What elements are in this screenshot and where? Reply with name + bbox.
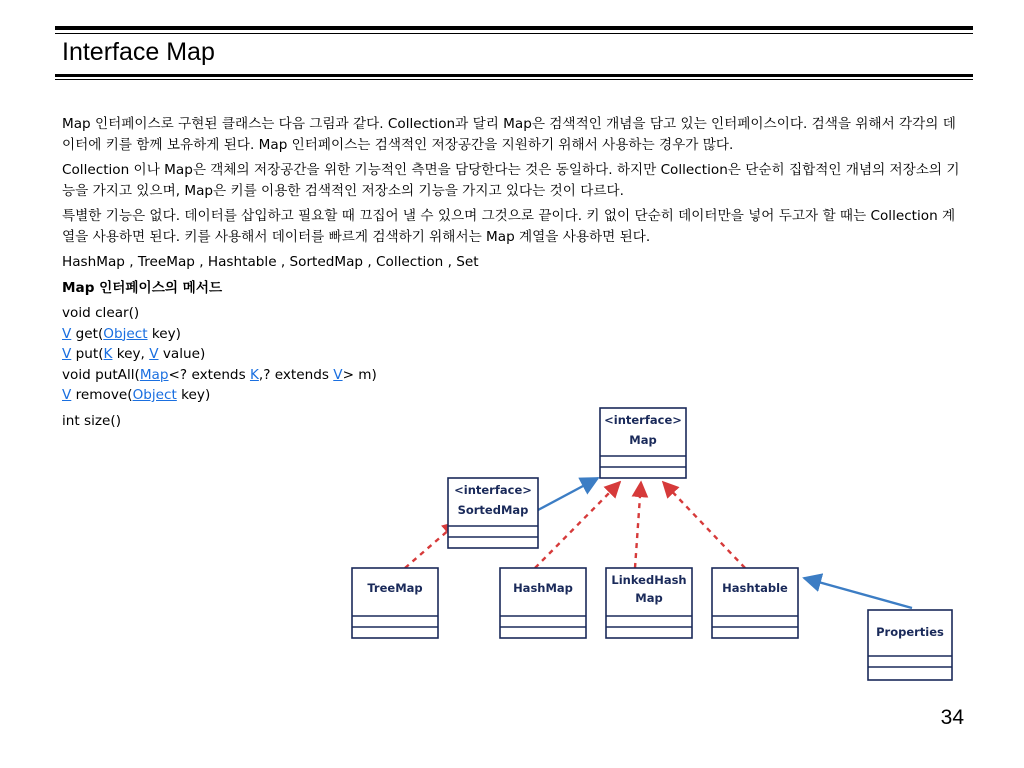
- map-class-diagram: [350, 406, 954, 682]
- methods-heading: Map 인터페이스의 메서드: [62, 279, 223, 296]
- type-link-k[interactable]: K: [249, 366, 259, 383]
- type-link-v[interactable]: V: [62, 346, 72, 362]
- type-link-k[interactable]: K: [103, 346, 113, 362]
- class-box-properties: [868, 610, 952, 680]
- linkedhashmap-class-name-line1: LinkedHash: [611, 573, 687, 587]
- top-rule-thin: [55, 33, 973, 34]
- arrow-hashtable-to-map: [663, 482, 745, 568]
- page-number: 34: [940, 706, 964, 729]
- map-class-name: Map: [629, 433, 657, 447]
- type-link-v[interactable]: V: [333, 366, 343, 383]
- method-put: V put(K key, V value): [62, 346, 206, 362]
- arrow-linkedhashmap-to-map: [635, 482, 641, 568]
- paragraph-intro: Map 인터페이스로 구현된 클래스는 다음 그림과 같다. Collection과 달리 Map은 검색적인 개념을 담고 있는 인터페이스이다. 검색을 위해서 각각의 데이터에 키를 함께 보유하게 된다. Map 인터페이스는 검색적인 저장공간을 지원하기 위해서 사용하는 경우가 많다.: [62, 116, 956, 153]
- title-rule-thick: [55, 74, 973, 77]
- slide-body: [62, 114, 960, 431]
- type-link-map[interactable]: Map: [139, 366, 169, 383]
- properties-class-name: Properties: [876, 625, 944, 639]
- type-link-v[interactable]: V: [62, 387, 72, 403]
- slide-title: Interface Map: [62, 38, 215, 66]
- method-size: int size(): [62, 412, 122, 429]
- top-rule-thick: [55, 26, 973, 30]
- hashmap-class-name: HashMap: [513, 581, 573, 595]
- map-stereotype: <interface>: [604, 413, 682, 427]
- type-link-object[interactable]: Object: [132, 387, 177, 403]
- paragraph-compare: Collection 이나 Map은 객체의 저장공간을 위한 기능적인 측면을 담당한다는 것은 동일하다. 하지만 Collection은 단순히 집합적인 개념의 저장소의 기능을 가지고 있으며, Map은 키를 이용한 검색적인 저장소의 기능을 가지고 있다는 것이 다르다.: [62, 162, 960, 199]
- sortedmap-class-name: SortedMap: [457, 503, 529, 517]
- paragraph-class-list: HashMap , TreeMap , Hashtable , SortedMap , Collection , Set: [62, 254, 479, 270]
- linkedhashmap-class-name-line2: Map: [635, 591, 663, 605]
- treemap-class-name: TreeMap: [367, 581, 423, 595]
- type-link-object[interactable]: Object: [103, 325, 148, 342]
- arrow-hashmap-to-map: [535, 482, 620, 568]
- class-box-hashmap: [500, 568, 586, 638]
- method-get: V get(Object key): [62, 325, 181, 342]
- arrow-sortedmap-to-map: [538, 478, 598, 510]
- paragraph-usage: 특별한 기능은 없다. 데이터를 삽입하고 필요할 때 끄집어 낼 수 있으며 그것으로 끝이다. 키 없이 단순히 데이터만을 넣어 두고자 할 때는 Collection 계열을 사용하면 된다. 키를 사용해서 데이터를 빠르게 검색하기 위해서는 Map 계열을 사용하면 된다.: [62, 208, 956, 245]
- sortedmap-stereotype: <interface>: [454, 483, 532, 497]
- type-link-v[interactable]: V: [149, 346, 159, 362]
- class-box-hashtable: [712, 568, 798, 638]
- hashtable-class-name: Hashtable: [722, 581, 788, 595]
- arrow-properties-to-hashtable: [804, 578, 912, 608]
- title-rule-thin: [55, 79, 973, 80]
- method-clear: void clear(): [62, 305, 140, 321]
- method-putall: void putAll(Map<? extends K,? extends V> m): [62, 366, 377, 383]
- method-remove: V remove(Object key): [62, 387, 211, 403]
- class-box-treemap: [352, 568, 438, 638]
- type-link-v[interactable]: V: [62, 325, 72, 342]
